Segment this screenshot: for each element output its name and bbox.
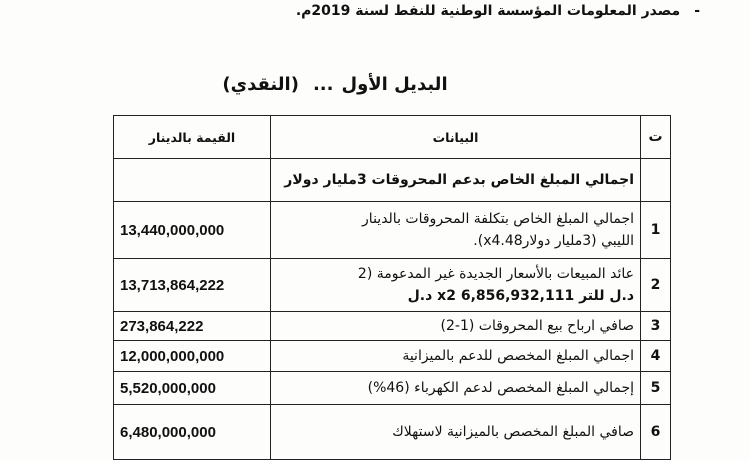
table-row	[114, 312, 671, 341]
row-desc	[271, 159, 641, 202]
row-value: 13,440,000,000	[114, 202, 271, 259]
header-num: ت	[641, 116, 671, 159]
title-type: (النقدي)	[222, 74, 299, 95]
row-num: 4	[641, 341, 671, 372]
row-value: 6,480,000,000	[114, 405, 271, 460]
table-row	[114, 159, 671, 202]
bullet-dash: -	[694, 3, 700, 19]
row-desc	[271, 259, 641, 312]
row-desc-line: صافي المبلغ المخصص بالميزانية لاستهلاك	[392, 424, 634, 440]
title-dots: ...	[312, 74, 334, 95]
row-num: 5	[641, 372, 671, 405]
title-main: البديل الأول	[341, 74, 448, 95]
row-desc-line: إجمالي المبلغ المخصص لدعم الكهرباء (46%)	[367, 380, 634, 396]
row-num: 6	[641, 405, 671, 460]
row-desc-line: اجمالي المبلغ الخاص بتكلفة المحروقات بالدينار	[362, 211, 634, 227]
header-desc: البيانات	[271, 116, 641, 159]
row-desc-line: اجمالي المبلغ الخاص بدعم المحروقات 3مليار دولار	[284, 172, 634, 188]
table-row	[114, 372, 671, 405]
table-header-row	[114, 116, 671, 159]
source-note	[220, 3, 700, 19]
row-value	[114, 159, 271, 202]
row-desc	[271, 405, 641, 460]
row-value: 13,713,864,222	[114, 259, 271, 312]
row-desc	[271, 202, 641, 259]
row-desc-line: عائد المبيعات بالأسعار الجديدة غير المدعومة (2	[357, 266, 634, 282]
source-note-text: مصدر المعلومات المؤسسة الوطنية للنفط لسنة 2019م.	[295, 3, 681, 19]
table-row	[114, 202, 671, 259]
row-value: 12,000,000,000	[114, 341, 271, 372]
table-row	[114, 405, 671, 460]
row-desc	[271, 341, 641, 372]
table-row	[114, 259, 671, 312]
row-desc-line: د.ل للتر 6,856,932,111 x2 د.ل	[407, 288, 634, 304]
row-num: 3	[641, 312, 671, 341]
row-desc	[271, 372, 641, 405]
row-value: 5,520,000,000	[114, 372, 271, 405]
row-desc-line: صافي ارباح بيع المحروقات (1-2)	[440, 318, 634, 334]
budget-table	[113, 115, 671, 460]
row-desc	[271, 312, 641, 341]
table-row	[114, 341, 671, 372]
row-num	[641, 159, 671, 202]
row-value: 273,864,222	[114, 312, 271, 341]
row-num: 2	[641, 259, 671, 312]
row-desc-line: اجمالي المبلغ المخصص للدعم بالميزانية	[402, 348, 634, 364]
row-num: 1	[641, 202, 671, 259]
section-title	[0, 74, 750, 95]
row-desc-line: الليبي (3مليار دولارx4.48).	[473, 233, 634, 249]
header-value: القيمة بالدينار	[114, 116, 271, 159]
